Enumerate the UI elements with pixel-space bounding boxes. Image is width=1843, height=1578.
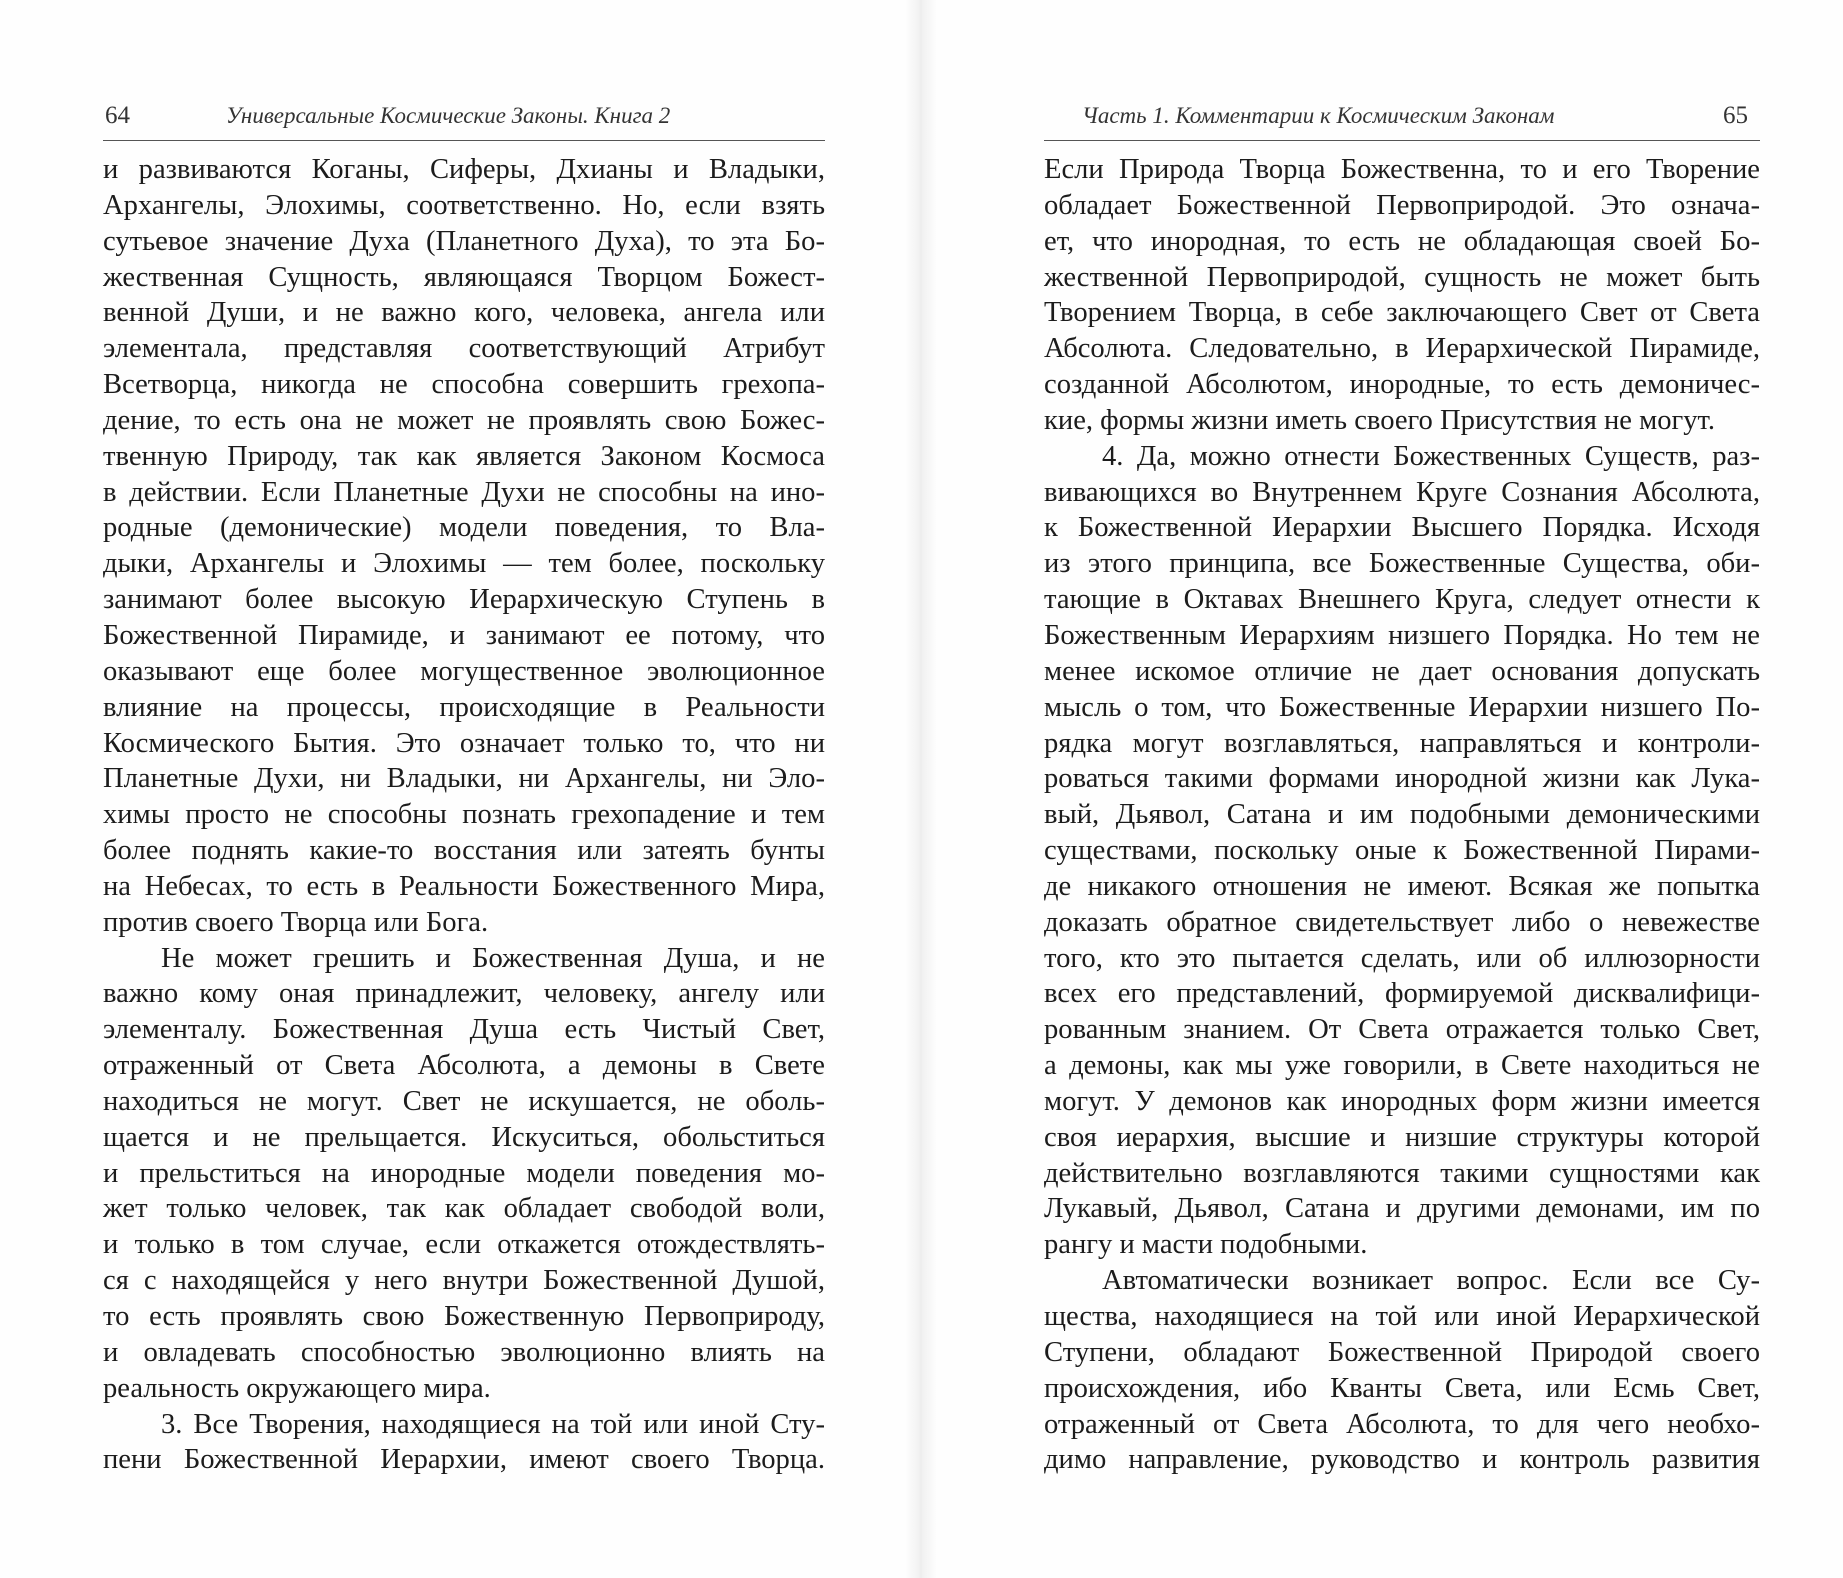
- right-page-body: [1044, 152, 1760, 1478]
- text-line: 3. Все Творения, находящиеся на той или иной Сту-: [161, 1408, 825, 1440]
- page-number: 64: [105, 102, 130, 129]
- text-line: Лукавый, Дьявол, Сатана и другими демонами, им по: [1044, 1193, 1760, 1225]
- text-line: Всетворца, никогда не способна совершить грехопа-: [103, 369, 825, 401]
- text-line: действительно возглавляются такими сущностями как: [1044, 1157, 1760, 1189]
- text-line: к Божественной Иерархии Высшего Порядка. Исходя: [1044, 512, 1760, 544]
- text-line: дыки, Архангелы и Элохимы — тем более, поскольку: [103, 548, 825, 580]
- text-line: Божественной Пирамиде, и занимают ее потому, что: [103, 619, 825, 651]
- text-line: Планетные Духи, ни Владыки, ни Архангелы, ни Эло-: [103, 763, 825, 795]
- text-line: венной Души, и не важно кого, человека, ангела или: [103, 297, 825, 329]
- text-line: рангу и масти подобными.: [1044, 1229, 1368, 1261]
- text-line: де никакого отношения не имеют. Всякая же попытка: [1044, 870, 1760, 902]
- running-head: Часть 1. Комментарии к Космическим Законам: [1082, 103, 1555, 128]
- text-line: а демоны, как мы уже говорили, в Свете находиться не: [1044, 1050, 1760, 1082]
- right-page-header: [1044, 98, 1760, 138]
- text-line: созданной Абсолютом, инородные, то есть демоничес-: [1044, 369, 1760, 401]
- left-page-body: [103, 152, 825, 1478]
- text-line: элементала, представляя соответствующий Атрибут: [103, 333, 825, 365]
- text-line: вый, Дьявол, Сатана и им подобными демоническими: [1044, 799, 1760, 831]
- left-page-header: [103, 98, 825, 138]
- text-line: родные (демонические) модели поведения, то Вла-: [103, 512, 825, 544]
- text-line: 4. Да, можно отнести Божественных Существ, раз-: [1102, 440, 1760, 472]
- text-line: рованным знанием. От Света отражается только Свет,: [1044, 1014, 1760, 1046]
- text-line: Космического Бытия. Это означает только то, что ни: [103, 727, 825, 759]
- text-line: димо направление, руководство и контроль развития: [1044, 1444, 1760, 1476]
- header-rule: [103, 140, 825, 141]
- text-line: химы просто не способны познать грехопадение и тем: [103, 799, 825, 831]
- text-line: Архангелы, Элохимы, соответственно. Но, если взять: [103, 189, 825, 221]
- text-line: Ступени, обладают Божественной Природой своего: [1044, 1336, 1760, 1368]
- text-line: отраженный от Света Абсолюта, а демоны в Свете: [103, 1050, 825, 1082]
- text-line: своя иерархия, высшие и низшие структуры которой: [1044, 1121, 1760, 1153]
- text-line: и овладевать способностью эволюционно влиять на: [103, 1336, 825, 1368]
- text-line: менее искомое отличие не дает основания допускать: [1044, 655, 1760, 687]
- text-line: жественной Первоприродой, сущность не может быть: [1044, 261, 1760, 293]
- text-line: могут. У демонов как инородных форм жизни имеется: [1044, 1085, 1760, 1117]
- text-line: того, кто это пытается сделать, или об иллюзорности: [1044, 942, 1760, 974]
- text-line: в действии. Если Планетные Духи не способны на ино-: [103, 476, 825, 508]
- text-line: и только в том случае, если откажется отождествлять-: [103, 1229, 825, 1261]
- text-line: важно кому оная принадлежит, человеку, ангелу или: [103, 978, 825, 1010]
- text-line: Абсолюта. Следовательно, в Иерархической Пирамиде,: [1044, 333, 1760, 365]
- text-line: находиться не могут. Свет не искушается, не оболь-: [103, 1085, 825, 1117]
- text-line: тающие в Октавах Внешнего Круга, следует отнести к: [1044, 584, 1760, 616]
- text-line: элементалу. Божественная Душа есть Чистый Свет,: [103, 1014, 825, 1046]
- text-line: существами, поскольку оные к Божественной Пирами-: [1044, 835, 1760, 867]
- text-line: доказать обратное свидетельствует либо о невежестве: [1044, 906, 1760, 938]
- text-line: оказывают еще более могущественное эволюционное: [103, 655, 825, 687]
- text-line: Автоматически возникает вопрос. Если все Су-: [1102, 1265, 1760, 1297]
- text-line: против своего Творца или Бога.: [103, 906, 489, 938]
- text-line: щества, находящиеся на той или иной Иерархической: [1044, 1301, 1760, 1332]
- text-line: из этого принципа, все Божественные Существа, оби-: [1044, 548, 1760, 580]
- text-line: и прельститься на инородные модели поведения мо-: [103, 1157, 825, 1189]
- text-line: реальность окружающего мира.: [103, 1372, 491, 1404]
- text-line: кие, формы жизни иметь своего Присутствия не могут.: [1044, 404, 1716, 436]
- text-line: более поднять какие-то восстания или затеять бунты: [103, 835, 825, 867]
- text-line: сутьевое значение Духа (Планетного Духа), то эта Бо-: [103, 225, 825, 257]
- text-line: щается и не прельщается. Искуситься, обольститься: [103, 1121, 825, 1153]
- text-line: занимают более высокую Иерархическую Ступень в: [103, 584, 825, 616]
- text-line: происхождения, ибо Кванты Света, или Есмь Свет,: [1044, 1372, 1760, 1404]
- header-rule: [1044, 140, 1760, 141]
- text-line: на Небесах, то есть в Реальности Божественного Мира,: [103, 870, 825, 902]
- right-page: [921, 0, 1843, 1578]
- running-head: Универсальные Космические Законы. Книга 2: [226, 103, 671, 128]
- text-line: Не может грешить и Божественная Душа, и не: [161, 942, 825, 974]
- text-line: всех его представлений, формируемой дисквалифици-: [1044, 978, 1760, 1010]
- text-line: дение, то есть она не может не проявлять свою Божес-: [103, 404, 825, 436]
- text-line: ет, что инородная, то есть не обладающая своей Бо-: [1044, 225, 1760, 257]
- text-line: Творением Творца, в себе заключающего Свет от Света: [1044, 297, 1760, 329]
- text-line: жет только человек, так как обладает свободой воли,: [103, 1193, 825, 1225]
- page-number: 65: [1723, 102, 1748, 129]
- text-line: вивающихся во Внутреннем Круге Сознания Абсолюта,: [1044, 476, 1760, 508]
- text-line: и развиваются Коганы, Сиферы, Дхианы и Владыки,: [103, 154, 825, 185]
- text-line: обладает Божественной Первоприродой. Это означа-: [1044, 189, 1760, 221]
- text-line: Божественным Иерархиям низшего Порядка. Но тем не: [1044, 619, 1760, 651]
- text-line: пени Божественной Иерархии, имеют своего Творца.: [103, 1444, 825, 1476]
- text-line: рядка могут возглавляться, направляться и контроли-: [1044, 727, 1760, 759]
- text-line: Если Природа Творца Божественна, то и его Творение: [1044, 154, 1760, 185]
- text-line: отраженный от Света Абсолюта, то для чего необхо-: [1044, 1408, 1760, 1440]
- text-line: то есть проявлять свою Божественную Первоприроду,: [103, 1301, 825, 1332]
- text-line: ся с находящейся у него внутри Божественной Душой,: [103, 1265, 825, 1297]
- text-line: мысль о том, что Божественные Иерархии низшего По-: [1044, 691, 1760, 723]
- text-line: жественная Сущность, являющаяся Творцом Божест-: [103, 261, 825, 293]
- text-line: твенную Природу, так как является Законом Космоса: [103, 440, 825, 472]
- text-line: влияние на процессы, происходящие в Реальности: [103, 691, 825, 723]
- text-line: роваться такими формами инородной жизни как Лука-: [1044, 763, 1760, 795]
- left-page: [0, 0, 921, 1578]
